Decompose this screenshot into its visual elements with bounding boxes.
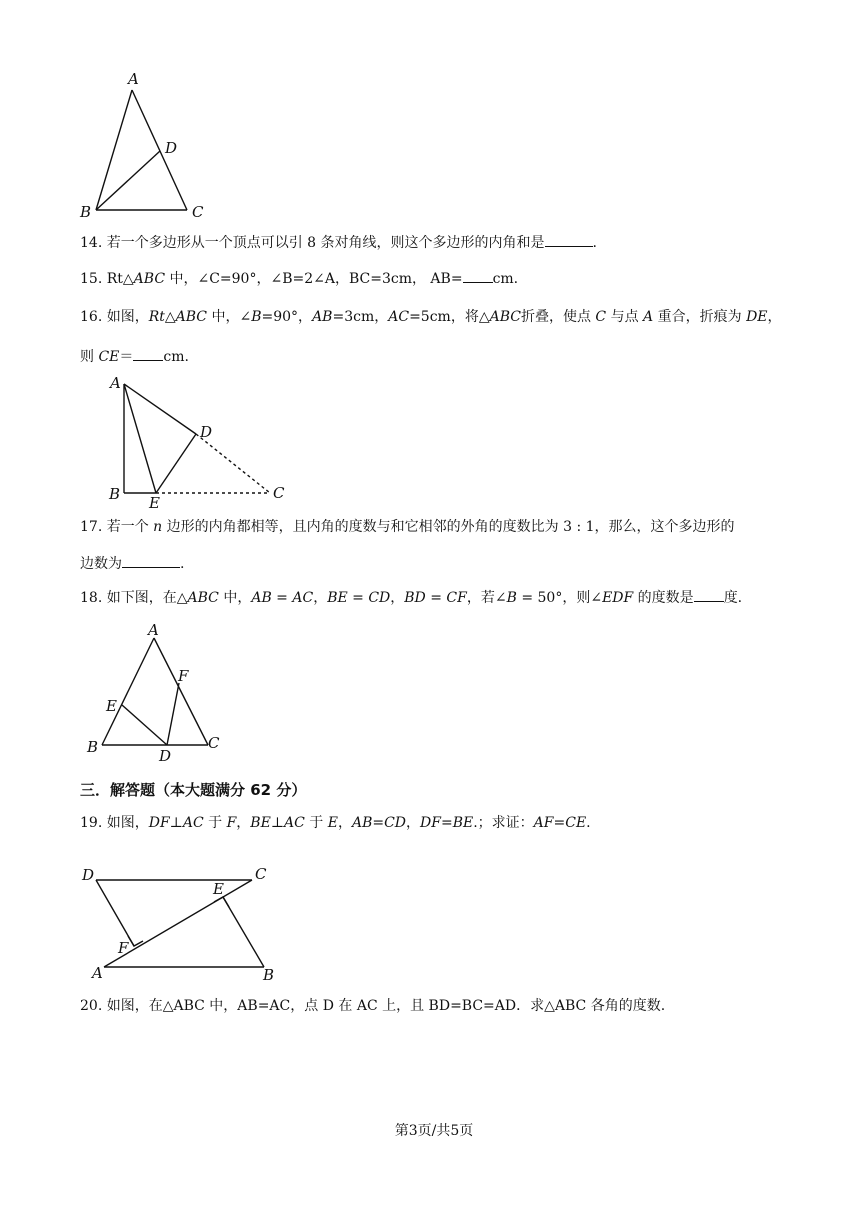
q16-text-f: 折叠，使点 — [520, 309, 596, 325]
q18-b: B — [506, 590, 517, 606]
q16-text-i: ， — [767, 309, 782, 325]
q17-line2: 边数为 — [80, 556, 122, 572]
q16-answer-blank[interactable] — [133, 346, 163, 361]
q14-text: 若一个多边形从一个顶点可以引 8 条对角线，则这个多边形的内角和是 — [106, 235, 545, 251]
q15-text-b: 中，∠C=90°，∠B=2∠A，BC=3cm， AB= — [165, 271, 463, 287]
q18-text-c: ，若∠ — [466, 590, 507, 606]
question-19 — [80, 813, 591, 833]
q16-b: B — [251, 309, 262, 325]
q18-text-e: 的度数是 — [633, 590, 694, 606]
triangle-abd-figure — [70, 60, 220, 225]
q19-perp2: ⊥ — [270, 815, 284, 831]
q16-line2-eq: ＝ — [119, 349, 134, 365]
q16-text-c: =90°， — [261, 309, 313, 325]
q18-sep1: ， — [313, 590, 328, 606]
label-b: B — [87, 738, 99, 756]
q16-text: 如图， — [106, 309, 149, 325]
q18-sep2: ， — [390, 590, 405, 606]
q19-e: E — [327, 815, 338, 831]
q17-text-b: 边形的内角都相等，且内角的度数与和它相邻的外角的度数比为 3 : 1，那么，这个多边形的 — [162, 519, 735, 535]
q19-end: . — [586, 815, 591, 831]
label-e: E — [106, 697, 117, 715]
q19-f: F — [226, 815, 237, 831]
q17-text: 若一个 — [106, 519, 154, 535]
label-d: D — [82, 866, 95, 884]
label-a: A — [110, 374, 121, 392]
q19-be: BE — [250, 815, 271, 831]
q18-eq2: BE = CD — [327, 590, 391, 606]
label-e: E — [149, 494, 160, 508]
label-d: D — [165, 139, 178, 157]
question-15 — [80, 268, 518, 289]
triangle-edf-figure — [80, 618, 240, 768]
label-c: C — [208, 734, 220, 752]
q19-df: DF — [148, 815, 170, 831]
q16-de: DE — [746, 309, 768, 325]
q17-number: 17. — [80, 519, 103, 535]
q16-text-h: 重合，折痕为 — [653, 309, 747, 325]
q19-t4: ， — [337, 815, 352, 831]
label-d: D — [200, 423, 213, 441]
label-c: C — [192, 203, 204, 221]
q16-rt: Rt△ABC — [148, 309, 208, 325]
q19-dfbe: DF=BE — [420, 815, 474, 831]
q20-text: 如图，在△ABC 中，AB=AC，点 D 在 AC 上，且 BD=BC=AD．求△ABC 各角的度数. — [106, 998, 666, 1014]
q16-tri: △ABC — [478, 309, 521, 325]
q15-end: cm. — [492, 271, 519, 287]
q15-number: 15. — [80, 271, 103, 287]
q18-text-b: 中， — [218, 590, 252, 606]
q19-ac2: AC — [283, 815, 305, 831]
page-number: 第3页/共5页 — [394, 1123, 474, 1139]
label-e: E — [213, 880, 224, 898]
label-a: A — [92, 964, 103, 982]
fold-triangle-figure — [100, 368, 300, 508]
label-b: B — [109, 485, 121, 503]
label-b: B — [263, 966, 275, 984]
q17-n: n — [153, 519, 163, 535]
q15-text: Rt△ — [106, 271, 134, 287]
q18-edf: EDF — [602, 590, 634, 606]
q18-text-d: = 50°，则∠ — [516, 590, 603, 606]
q19-t6: .；求证： — [473, 815, 534, 831]
q16-number: 16. — [80, 309, 103, 325]
question-20 — [80, 996, 665, 1016]
parallelogram-figure — [80, 860, 290, 990]
q14-number: 14. — [80, 235, 103, 251]
label-a: A — [128, 70, 139, 88]
question-16-line-2 — [80, 346, 189, 367]
q18-number: 18. — [80, 590, 103, 606]
q18-text: 如下图，在△ — [106, 590, 188, 606]
question-16-line-1 — [80, 307, 782, 327]
q20-number: 20. — [80, 998, 103, 1014]
label-a: A — [148, 621, 159, 639]
q16-text-b: 中，∠ — [207, 309, 252, 325]
q19-t2: ， — [236, 815, 251, 831]
q16-line2-text: 则 — [80, 349, 99, 365]
q16-c: C — [595, 309, 607, 325]
q19-abcd: AB=CD — [351, 815, 407, 831]
q19-afce: AF=CE — [533, 815, 587, 831]
q16-ac: AC — [388, 309, 410, 325]
q16-ce: CE — [98, 349, 120, 365]
q15-abc: ABC — [133, 271, 166, 287]
question-18 — [80, 587, 742, 608]
q19-ac1: AC — [182, 815, 204, 831]
q19-number: 19. — [80, 815, 103, 831]
label-f: F — [178, 667, 189, 685]
q19-t1: 于 — [203, 815, 227, 831]
q16-text-d: =3cm， — [332, 309, 389, 325]
q18-abc: ABC — [187, 590, 219, 606]
section-heading: 三．解答题（本大题满分 62 分） — [80, 781, 307, 799]
q16-a: A — [643, 309, 654, 325]
q16-text-e: =5cm，将 — [409, 309, 479, 325]
q18-eq1: AB = AC — [251, 590, 314, 606]
label-f: F — [118, 939, 129, 957]
q16-text-g: 与点 — [606, 309, 644, 325]
q16-end: cm. — [163, 349, 189, 365]
q19-text: 如图， — [106, 815, 149, 831]
q17-end: . — [180, 556, 185, 572]
label-c: C — [273, 484, 285, 502]
q19-t5: ， — [406, 815, 421, 831]
label-c: C — [255, 865, 267, 883]
q19-perp1: ⊥ — [169, 815, 183, 831]
label-d: D — [159, 747, 172, 765]
q16-ab: AB — [312, 309, 333, 325]
q18-eq3: BD = CF — [404, 590, 467, 606]
q17-answer-blank[interactable] — [122, 553, 180, 568]
q14-end: . — [592, 235, 597, 251]
question-17-line-2 — [80, 553, 184, 574]
q14-answer-blank[interactable] — [545, 232, 593, 247]
q18-end: 度. — [723, 590, 743, 606]
q15-answer-blank[interactable] — [463, 268, 493, 283]
label-b: B — [80, 203, 92, 221]
question-17-line-1 — [80, 517, 735, 537]
q18-answer-blank[interactable] — [694, 587, 724, 602]
question-14 — [80, 232, 597, 253]
q19-t3: 于 — [304, 815, 328, 831]
